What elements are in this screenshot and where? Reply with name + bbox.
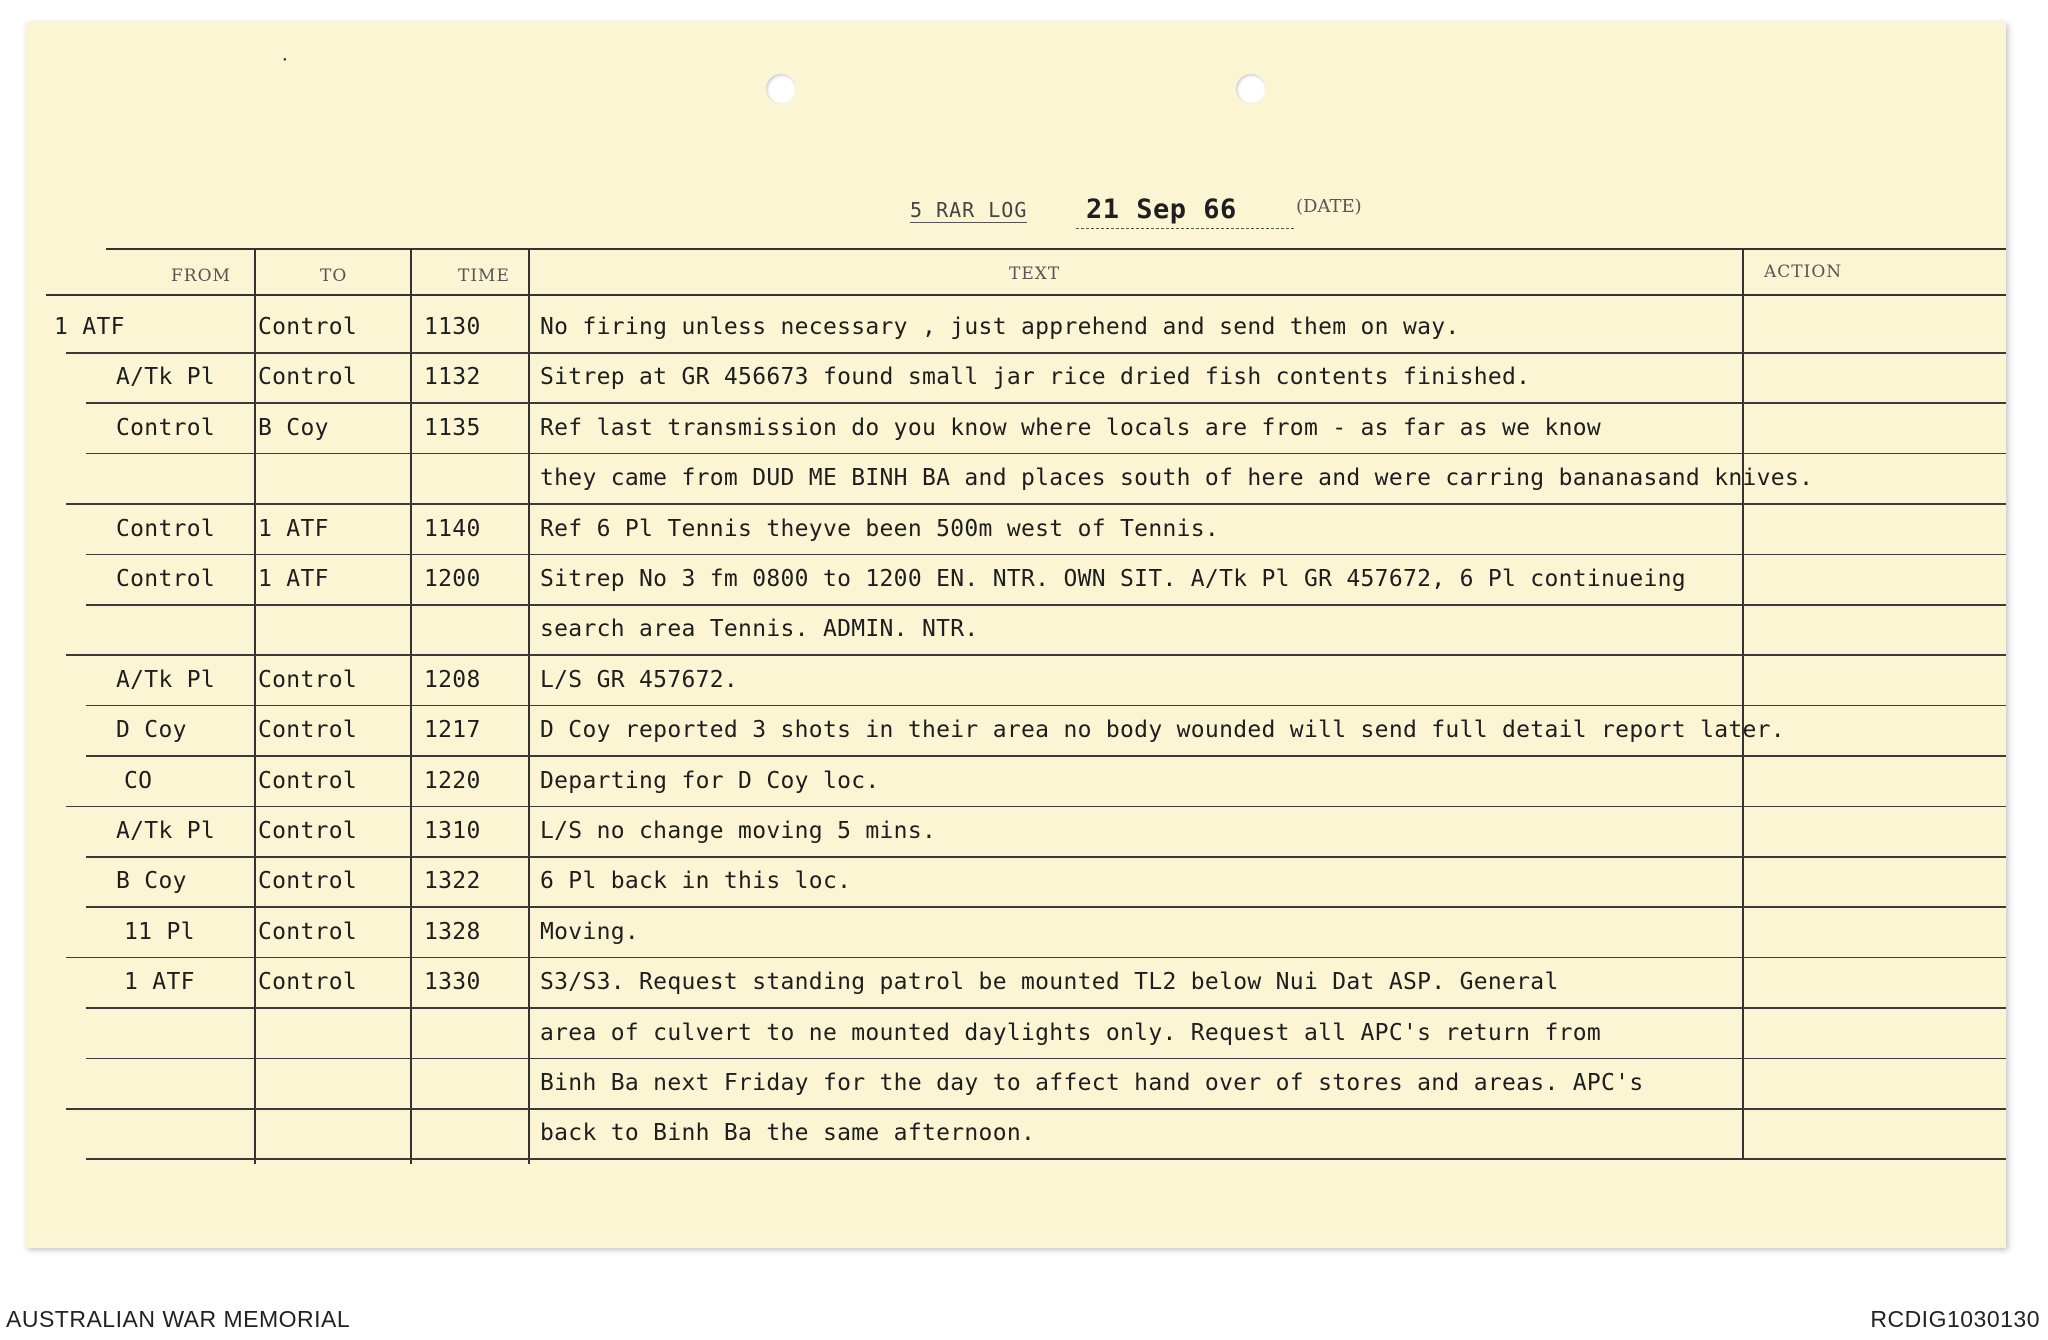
row-line (86, 705, 2006, 707)
log-cell-time: 1140 (424, 515, 481, 542)
row-line (66, 806, 2006, 808)
row-line (86, 402, 2006, 404)
row-line (66, 503, 2006, 505)
log-cell-time: 1132 (424, 364, 481, 391)
log-cell-to: Control (258, 364, 358, 391)
log-cell-from: 1 ATF (124, 969, 195, 996)
column-header-from: FROM (171, 266, 231, 286)
log-cell-to: Control (258, 918, 358, 945)
log-cell-text: Sitrep No 3 fm 0800 to 1200 EN. NTR. OWN SIT. A/Tk Pl GR 457672, 6 Pl continueing (540, 566, 1686, 592)
row-line (86, 1058, 2006, 1060)
log-cell-text: search area Tennis. ADMIN. NTR. (540, 616, 979, 643)
log-cell-to: 1 ATF (258, 566, 329, 592)
column-header-time: TIME (458, 266, 510, 286)
footer-source: AUSTRALIAN WAR MEMORIAL (6, 1306, 351, 1332)
log-cell-to: Control (258, 969, 358, 996)
log-cell-time: 1208 (424, 666, 481, 693)
log-cell-from: A/Tk Pl (116, 818, 216, 844)
log-cell-text: Ref last transmission do you know where locals are from - as far as we know (540, 414, 1602, 441)
row-line (86, 554, 2006, 556)
row-line (86, 906, 2006, 908)
log-cell-text: Moving. (540, 918, 640, 945)
log-cell-to: Control (258, 314, 358, 340)
log-cell-text: they came from DUD ME BINH BA and places south of here and were carring bananasand knives. (540, 465, 1814, 492)
log-cell-time: 1135 (424, 414, 481, 441)
log-cell-text: D Coy reported 3 shots in their area no body wounded will send full detail report later. (540, 717, 1785, 744)
log-cell-to: Control (258, 818, 358, 844)
log-cell-to: 1 ATF (258, 515, 329, 542)
column-header-text: TEXT (1009, 264, 1061, 284)
ink-mark: · (280, 50, 290, 69)
row-line (86, 1158, 2006, 1160)
log-cell-to: Control (258, 767, 358, 794)
log-unit: 5 RAR LOG (910, 198, 1028, 222)
column-header-action: ACTION (1764, 262, 1843, 282)
log-cell-from: D Coy (116, 717, 187, 744)
log-cell-text: Sitrep at GR 456673 found small jar rice dried fish contents finished. (540, 364, 1531, 391)
log-cell-from: 1 ATF (54, 314, 125, 340)
log-cell-text: L/S GR 457672. (540, 666, 739, 693)
log-header (26, 194, 2006, 234)
log-cell-time: 1130 (424, 314, 481, 340)
date-underline (1076, 228, 1294, 229)
log-cell-time: 1217 (424, 717, 481, 744)
log-date: 21 Sep 66 (1086, 194, 1237, 225)
table-top-border (106, 248, 2006, 250)
log-cell-text: Departing for D Coy loc. (540, 767, 880, 794)
log-cell-text: L/S no change moving 5 mins. (540, 818, 937, 844)
log-cell-time: 1220 (424, 767, 481, 794)
log-cell-to: Control (258, 666, 358, 693)
log-cell-time: 1330 (424, 969, 481, 996)
log-cell-from: A/Tk Pl (116, 364, 216, 391)
row-line (86, 604, 2006, 606)
row-line (86, 1007, 2006, 1009)
punch-hole-right (1236, 74, 1266, 104)
row-line (86, 755, 2006, 757)
log-cell-text: Ref 6 Pl Tennis theyve been 500m west of Tennis. (540, 515, 1220, 542)
log-cell-text: area of culvert to ne mounted daylights only. Request all APC's return from (540, 1019, 1602, 1046)
log-cell-to: B Coy (258, 414, 329, 441)
log-cell-from: Control (116, 414, 216, 441)
log-cell-text: 6 Pl back in this loc. (540, 868, 852, 895)
log-cell-from: A/Tk Pl (116, 666, 216, 693)
log-sheet (26, 22, 2006, 1248)
footer-id: RCDIG1030130 (1870, 1306, 2040, 1332)
log-cell-to: Control (258, 868, 358, 895)
log-cell-from: CO (124, 767, 153, 794)
table-header-border (46, 294, 2006, 296)
log-cell-time: 1200 (424, 566, 481, 592)
column-header-to: TO (320, 266, 348, 286)
log-cell-time: 1310 (424, 818, 481, 844)
row-line (86, 453, 2006, 455)
row-line (66, 352, 2006, 354)
log-cell-time: 1328 (424, 918, 481, 945)
log-cell-text: S3/S3. Request standing patrol be mounted TL2 below Nui Dat ASP. General (540, 969, 1559, 996)
date-label: (DATE) (1296, 196, 1362, 217)
log-cell-text: No firing unless necessary , just apprehend and send them on way. (540, 314, 1460, 340)
row-line (66, 957, 2006, 959)
log-cell-text: Binh Ba next Friday for the day to affect hand over of stores and areas. APC's (540, 1070, 1644, 1096)
log-cell-from: B Coy (116, 868, 187, 895)
row-line (86, 856, 2006, 858)
log-cell-from: Control (116, 515, 216, 542)
log-cell-from: Control (116, 566, 216, 592)
log-cell-to: Control (258, 717, 358, 744)
log-cell-text: back to Binh Ba the same afternoon. (540, 1120, 1036, 1147)
row-line (66, 654, 2006, 656)
log-cell-time: 1322 (424, 868, 481, 895)
row-line (66, 1108, 2006, 1110)
log-cell-from: 11 Pl (124, 918, 195, 945)
punch-hole-left (766, 74, 796, 104)
